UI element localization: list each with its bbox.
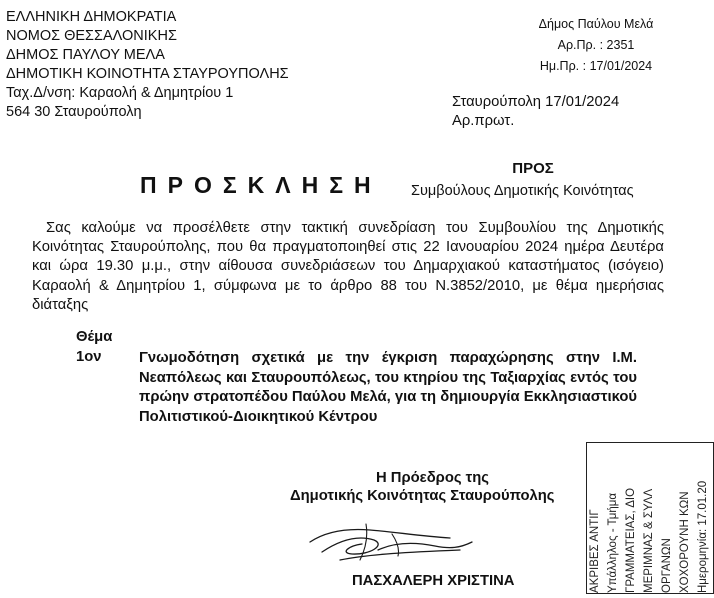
sender-block — [6, 8, 289, 122]
stamp-line: ΜΕΡΙΜΝΑΣ & ΣΥΛΛ — [643, 488, 655, 593]
registry-protocol-number: Αρ.Πρ. : 2351 — [557, 38, 635, 52]
sender-line: ΝΟΜΟΣ ΘΕΣΣΑΛΟΝΙΚΗΣ — [6, 28, 177, 44]
agenda-heading: Θέμα — [76, 329, 113, 345]
stamp-line: ΟΡΓΑΝΩΝ — [661, 538, 673, 593]
stamp-line: Ημερομηνία: 17.01.20 — [697, 480, 709, 593]
signature-role-line2: Δημοτικής Κοινότητας Σταυρούπολης — [290, 488, 555, 504]
stamp-line: ΓΡΑΜΜΑΤΕΙΑΣ, ΔΙΟ — [625, 487, 637, 593]
sender-line: ΔΗΜΟΣ ΠΑΥΛΟΥ ΜΕΛΑ — [6, 47, 165, 63]
sender-line: ΕΛΛΗΝΙΚΗ ΔΗΜΟΚΡΑΤΙΑ — [6, 9, 177, 25]
handwritten-signature — [300, 510, 500, 570]
registry-municipality: Δήμος Παύλου Μελά — [538, 17, 654, 31]
place-date: Σταυρούπολη 17/01/2024 — [452, 94, 620, 110]
stamp-line: ΑΚΡΙΒΕΣ ΑΝΤΙΓ — [589, 509, 601, 593]
registry-protocol-date: Ημ.Πρ. : 17/01/2024 — [539, 59, 653, 73]
signature-role-line1: Η Πρόεδρος της — [376, 470, 490, 486]
agenda-item-text: Γνωμοδότηση σχετικά με την έγκριση παραχώρησης στην Ι.Μ. Νεαπόλεως και Σταυρουπόλεως, του κτηρίου της Ταξιαρχίας εντός του πρώην στρατοπέδου Παύλου Μελά, για τη δημιουργία Εκκλησιαστικού Πολιτιστικού-Διοικητικού Κέντρου — [139, 350, 637, 425]
agenda-item-number: 1ον — [76, 349, 102, 365]
sender-line: Ταχ.Δ/νση: Καραολή & Δημητρίου 1 — [6, 85, 234, 101]
recipient-name: Συμβούλους Δημοτικής Κοινότητας — [411, 183, 634, 199]
protocol-label: Αρ.πρωτ. — [452, 113, 515, 129]
recipient-label: ΠΡΟΣ — [512, 160, 554, 177]
signatory-name: ΠΑΣΧΑΛΕΡΗ ΧΡΙΣΤΙΝΑ — [352, 573, 515, 589]
stamp-line: ΧΟΧΟΡΟΥΝΗ ΚΩΝ — [679, 491, 691, 593]
registry-block — [496, 14, 696, 77]
sender-line: ΔΗΜΟΤΙΚΗ ΚΟΙΝΟΤΗΤΑ ΣΤΑΥΡΟΥΠΟΛΗΣ — [6, 66, 289, 82]
document-title: ΠΡΟΣΚΛΗΣΗ — [140, 172, 382, 198]
stamp-line: Υπάλληλος - Τμήμα — [607, 493, 619, 593]
sender-line: 564 30 Σταυρούπολη — [6, 104, 142, 120]
certification-stamp — [586, 442, 714, 594]
invitation-text: Σας καλούμε να προσέλθετε στην τακτική συνεδρίαση του Συμβουλίου της Δημοτικής Κοινότητας Σταυρούπολης, που θα πραγματοποιηθεί στις 22 Ιανουαρίου 2024 ημέρα Δευτέρα και ώρα 19.30 μ.μ., στην αίθουσα συνεδριάσεων του Δημαρχιακού καταστήματος (ισόγειο) Καραολή & Δημητρίου 1, σύμφωνα με το άρθρο 88 του Ν.3852/2010, με θέμα ημερήσιας διάταξης — [32, 220, 664, 313]
